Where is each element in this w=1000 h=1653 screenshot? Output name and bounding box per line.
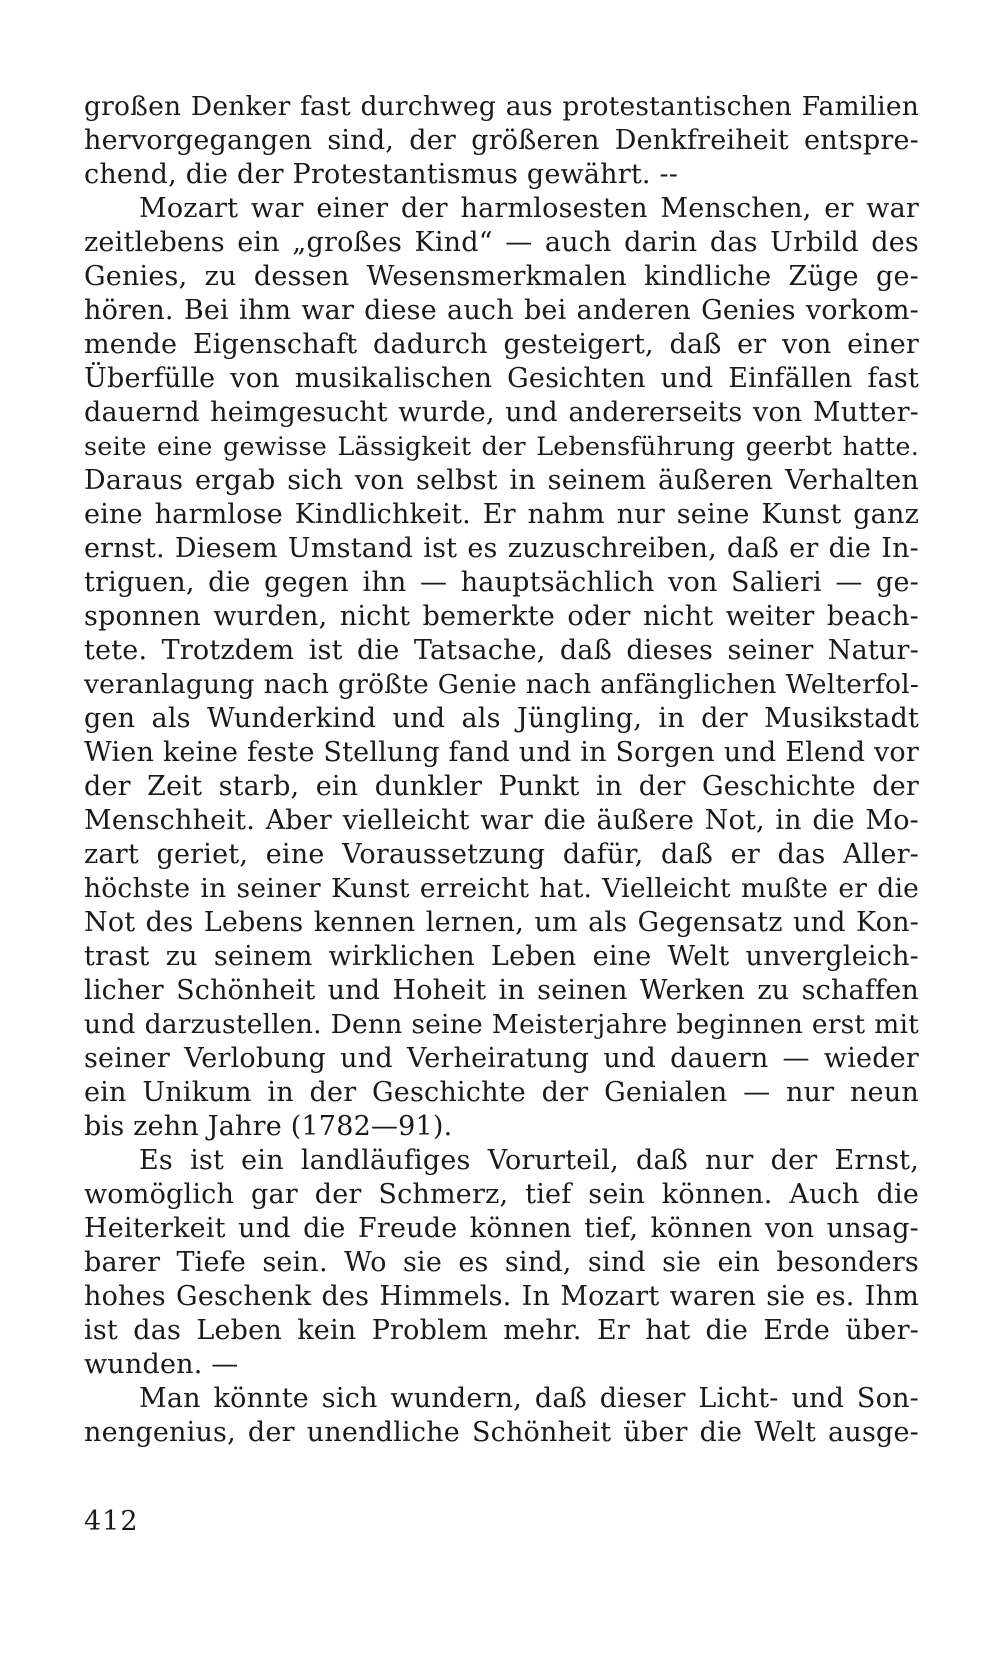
page-number: 412 [84, 1506, 139, 1537]
text-line: Man könnte sich wundern, daß dieser Licht- und Son- [139, 1383, 919, 1414]
text-line: Wien keine feste Stellung fand und in Sorgen und Elend vor [84, 737, 919, 768]
text-line: Genies, zu dessen Wesensmerkmalen kindliche Züge ge- [84, 261, 919, 292]
text-line: seiner Verlobung und Verheiratung und dauern — wieder [84, 1043, 919, 1074]
text-line: zeitlebens ein „großes Kind“ — auch darin das Urbild des [84, 227, 919, 258]
text-line: der Zeit starb, ein dunkler Punkt in der Geschichte der [84, 771, 919, 802]
text-line: Heiterkeit und die Freude können tief, können von unsag- [84, 1213, 919, 1244]
text-line: bis zehn Jahre (1782—91). [84, 1111, 453, 1142]
text-line: nengenius, der unendliche Schönheit über die Welt ausge- [84, 1417, 919, 1448]
text-line: veranlagung nach größte Genie nach anfänglichen Welterfol- [84, 669, 919, 700]
text-line: hohes Geschenk des Himmels. In Mozart waren sie es. Ihm [84, 1281, 919, 1312]
text-line: hören. Bei ihm war diese auch bei anderen Genies vorkom- [84, 295, 919, 326]
text-line: triguen, die gegen ihn — hauptsächlich von Salieri — ge- [84, 567, 919, 598]
text-line: sponnen wurden, nicht bemerkte oder nicht weiter beach- [84, 601, 919, 632]
text-line: womöglich gar der Schmerz, tief sein können. Auch die [84, 1179, 919, 1210]
text-line: hervorgegangen sind, der größeren Denkfreiheit entspre- [84, 125, 919, 156]
text-line: tete. Trotzdem ist die Tatsache, daß dieses seiner Natur- [84, 635, 919, 666]
text-line: licher Schönheit und Hoheit in seinen Werken zu schaffen [84, 975, 919, 1006]
text-line: zart geriet, eine Voraussetzung dafür, daß er das Aller- [84, 839, 919, 870]
text-line: Es ist ein landläufiges Vorurteil, daß nur der Ernst, [139, 1145, 919, 1176]
text-line: Überfülle von musikalischen Gesichten und Einfällen fast [84, 363, 919, 394]
text-line: mende Eigenschaft dadurch gesteigert, daß er von einer [84, 329, 919, 360]
text-line: höchste in seiner Kunst erreicht hat. Vielleicht mußte er die [84, 873, 919, 904]
body-text [84, 90, 919, 1450]
text-line: Not des Lebens kennen lernen, um als Gegensatz und Kon- [84, 907, 919, 938]
text-line: großen Denker fast durchweg aus protestantischen Familien [84, 91, 919, 122]
text-line: wunden. — [84, 1349, 239, 1380]
text-line: Mozart war einer der harmlosesten Menschen, er war [139, 193, 919, 224]
text-line: chend, die der Protestantismus gewährt. -- [84, 159, 679, 190]
text-line: Daraus ergab sich von selbst in seinem äußeren Verhalten [84, 465, 919, 496]
text-line: ein Unikum in der Geschichte der Genialen — nur neun [84, 1077, 919, 1108]
text-line: barer Tiefe sein. Wo sie es sind, sind sie ein besonders [84, 1247, 919, 1278]
text-line: ernst. Diesem Umstand ist es zuzuschreiben, daß er die In- [84, 533, 919, 564]
text-line: seite eine gewisse Lässigkeit der Lebensführung geerbt hatte. [84, 432, 919, 462]
text-line: eine harmlose Kindlichkeit. Er nahm nur seine Kunst ganz [84, 499, 919, 530]
text-line: Menschheit. Aber vielleicht war die äußere Not, in die Mo- [84, 805, 919, 836]
text-line: ist das Leben kein Problem mehr. Er hat die Erde über- [84, 1315, 919, 1346]
text-line: dauernd heimgesucht wurde, und andererseits von Mutter- [84, 397, 919, 428]
text-line: gen als Wunderkind und als Jüngling, in der Musikstadt [84, 703, 919, 734]
text-line: und darzustellen. Denn seine Meisterjahre beginnen erst mit [84, 1009, 919, 1040]
text-line: trast zu seinem wirklichen Leben eine Welt unvergleich- [84, 941, 919, 972]
